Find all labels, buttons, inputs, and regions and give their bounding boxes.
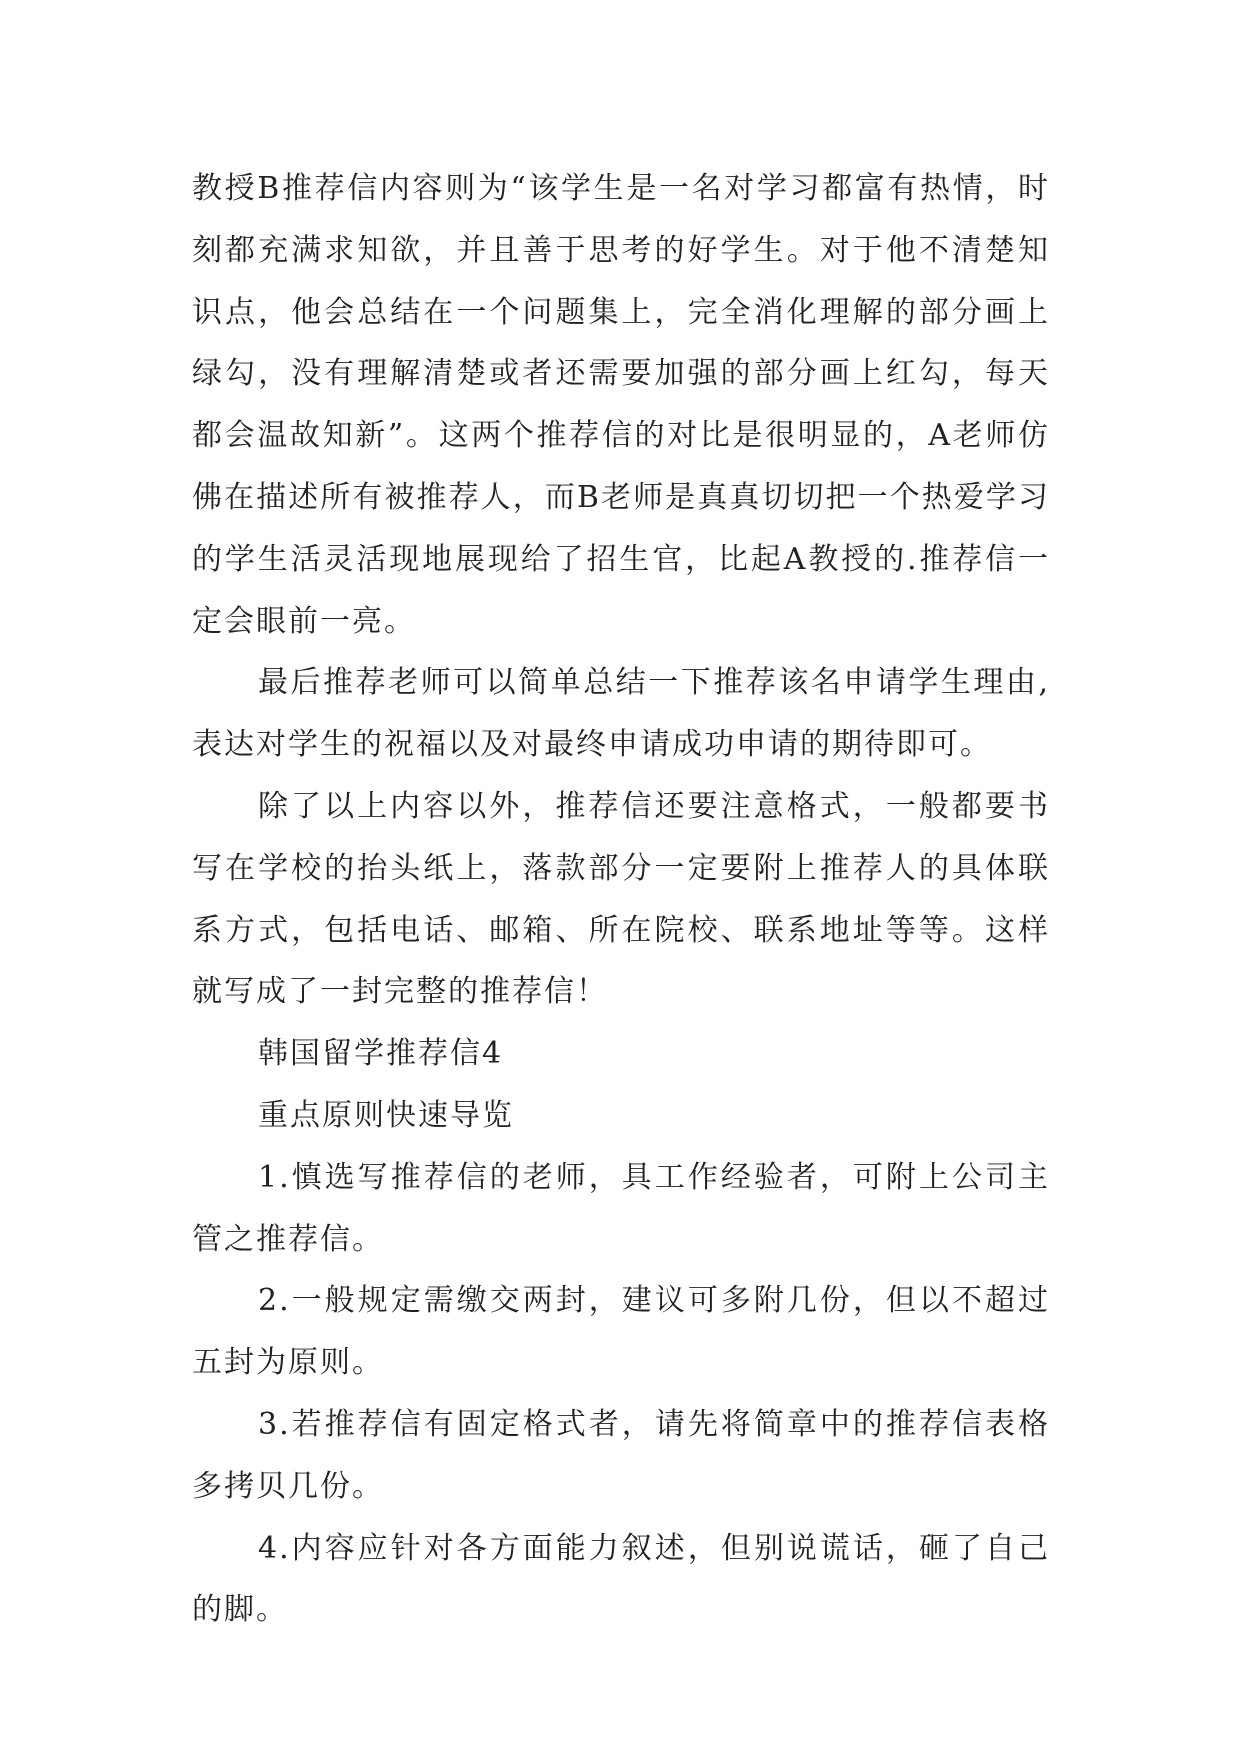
paragraph-closing-summary: 最后推荐老师可以简单总结一下推荐该名申请学生理由,表达对学生的祝福以及对最终申请成功申请的期待即可。	[192, 665, 1050, 763]
paragraph-recommender-b-content: 教授B推荐信内容则为“该学生是一名对学习都富有热情，时刻都充满求知欲，并且善于思考的好学生。对于他不清楚知识点，他会总结在一个问题集上，完全消化理解的部分画上绿勾，没有理解清楚或者还需要加强的部分画上红勾，每天都会温故知新”。这两个推荐信的对比是很明显的，A老师仿佛在描述所有被推荐人，而B老师是真真切切把一个热爱学习的学生活灵活现地展现给了招生官，比起A教授的.推荐信一定会眼前一亮。	[192, 171, 1050, 639]
list-item-3: 3.若推荐信有固定格式者，请先将简章中的推荐信表格多拷贝几份。	[192, 1406, 1050, 1504]
list-item-2: 2.一般规定需缴交两封，建议可多附几份，但以不超过五封为原则。	[192, 1283, 1050, 1381]
list-item-4: 4.内容应针对各方面能力叙述，但别说谎话，砸了自己的脚。	[192, 1530, 1050, 1628]
paragraph-format-notes: 除了以上内容以外，推荐信还要注意格式，一般都要书写在学校的抬头纸上，落款部分一定要附上推荐人的具体联系方式，包括电话、邮箱、所在院校、联系地址等等。这样就写成了一封完整的推荐信！	[192, 788, 1050, 1010]
section-heading: 韩国留学推荐信4	[258, 1036, 504, 1072]
subsection-heading: 重点原则快速导览	[258, 1097, 514, 1133]
document-body	[192, 158, 1050, 1641]
list-item-1: 1.慎选写推荐信的老师，具工作经验者，可附上公司主管之推荐信。	[192, 1159, 1050, 1257]
